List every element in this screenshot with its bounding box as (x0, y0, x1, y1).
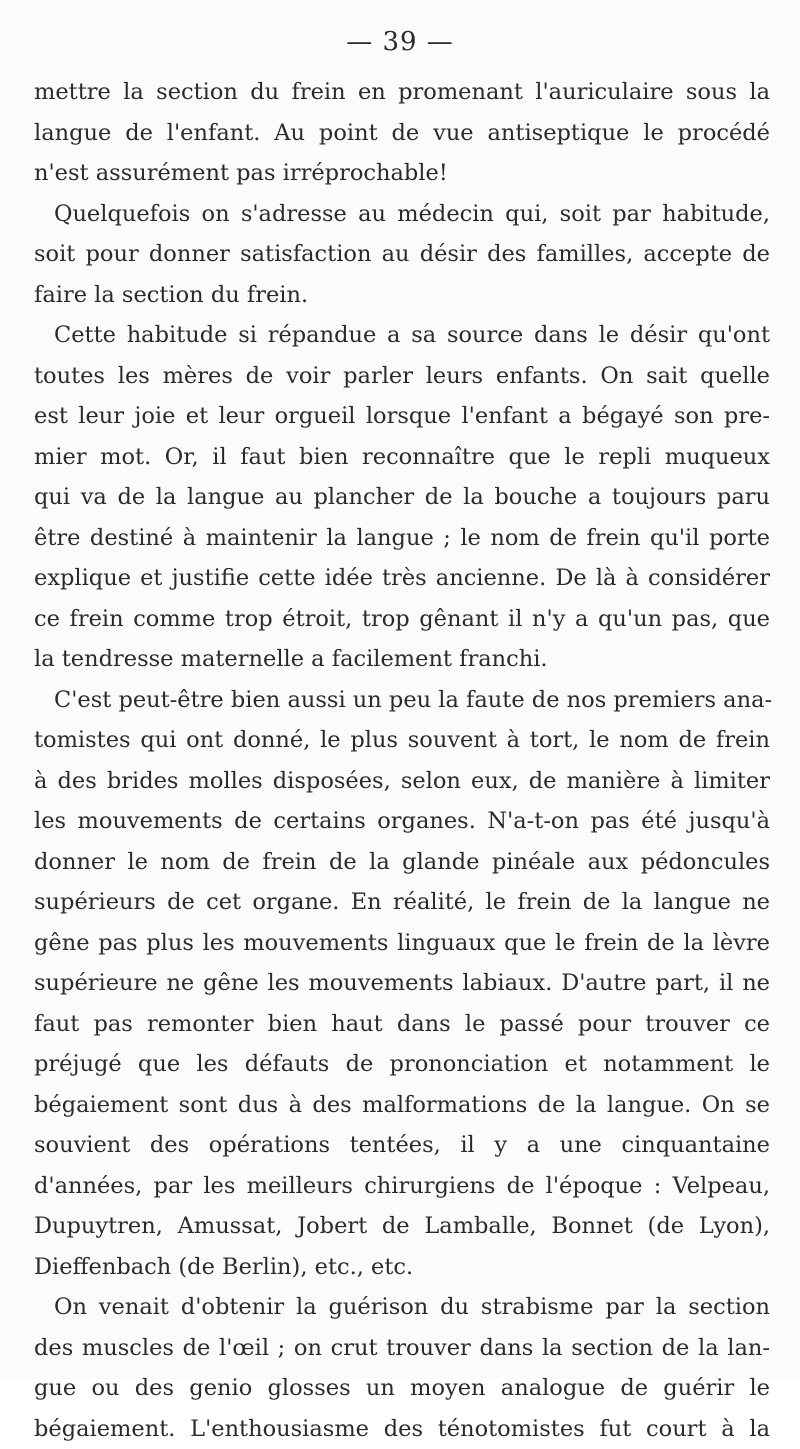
text-line: d'années, par les meilleurs chirurgiens de l'époque : Velpeau, (34, 1166, 770, 1207)
text-line: gue ou des genio glosses un moyen analogue de guérir le (34, 1368, 770, 1409)
text-line: Dupuytren, Amussat, Jobert de Lamballe, Bonnet (de Lyon), (34, 1206, 770, 1247)
text-line: bégaiement sont dus à des malformations de la langue. On se (34, 1085, 770, 1126)
text-line: toutes les mères de voir parler leurs enfants. On sait quelle (34, 356, 770, 397)
text-line: à des brides molles disposées, selon eux, de manière à limiter (34, 761, 770, 802)
paragraph (34, 680, 770, 1288)
paragraph (34, 72, 770, 194)
text-line: faire la section du frein. (34, 275, 770, 316)
text-line: supérieurs de cet organe. En réalité, le frein de la langue ne (34, 882, 770, 923)
text-line: mettre la section du frein en promenant l'auriculaire sous la (34, 72, 770, 113)
text-line: mier mot. Or, il faut bien reconnaître que le repli muqueux (34, 437, 770, 478)
text-line: tomistes qui ont donné, le plus souvent à tort, le nom de frein (34, 720, 770, 761)
text-line: Quelquefois on s'adresse au médecin qui, soit par habitude, (34, 194, 770, 235)
text-line: souvient des opérations tentées, il y a une cinquantaine (34, 1125, 770, 1166)
text-line: On venait d'obtenir la guérison du strabisme par la section (34, 1287, 770, 1328)
page-body-text (34, 72, 770, 1449)
text-line: préjugé que les défauts de prononciation et notamment le (34, 1044, 770, 1085)
text-line: les mouvements de certains organes. N'a-t-on pas été jusqu'à (34, 801, 770, 842)
text-line: des muscles de l'œil ; on crut trouver dans la section de la lan- (34, 1328, 770, 1369)
text-line: faut pas remonter bien haut dans le passé pour trouver ce (34, 1004, 770, 1045)
paragraph (34, 1287, 770, 1449)
paragraph (34, 194, 770, 316)
text-line: est leur joie et leur orgueil lorsque l'enfant a bégayé son pre- (34, 396, 770, 437)
page-number: — 39 — (0, 22, 800, 62)
text-line: la tendresse maternelle a facilement franchi. (34, 639, 770, 680)
text-line: explique et justifie cette idée très ancienne. De là à considérer (34, 558, 770, 599)
text-line: ce frein comme trop étroit, trop gênant il n'y a qu'un pas, que (34, 599, 770, 640)
text-line: supérieure ne gêne les mouvements labiaux. D'autre part, il ne (34, 963, 770, 1004)
text-line: qui va de la langue au plancher de la bouche a toujours paru (34, 477, 770, 518)
text-line: C'est peut-être bien aussi un peu la faute de nos premiers ana- (34, 680, 770, 721)
text-line: Dieffenbach (de Berlin), etc., etc. (34, 1247, 770, 1288)
text-line: n'est assurément pas irréprochable! (34, 153, 770, 194)
text-line: langue de l'enfant. Au point de vue antiseptique le procédé (34, 113, 770, 154)
text-line: donner le nom de frein de la glande pinéale aux pédoncules (34, 842, 770, 883)
text-line: bégaiement. L'enthousiasme des ténotomistes fut court à la (34, 1409, 770, 1449)
text-line: soit pour donner satisfaction au désir des familles, accepte de (34, 234, 770, 275)
text-line: être destiné à maintenir la langue ; le nom de frein qu'il porte (34, 518, 770, 559)
paragraph (34, 315, 770, 680)
text-line: Cette habitude si répandue a sa source dans le désir qu'ont (34, 315, 770, 356)
text-line: gêne pas plus les mouvements linguaux que le frein de la lèvre (34, 923, 770, 964)
